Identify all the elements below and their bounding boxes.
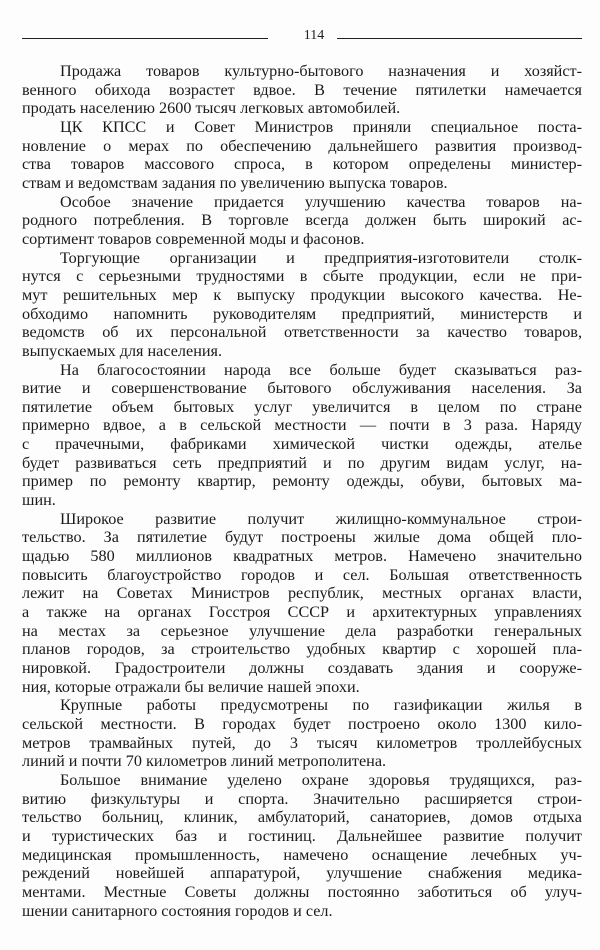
text-line: пятилетие объем бытовых услуг увеличится в целом по стране <box>22 397 582 416</box>
page-header <box>22 26 582 50</box>
text-line: ведомств об их персональной ответственности за качество товаров, <box>22 323 582 342</box>
text-line: на местах за серьезное улучшение дела разработки генеральных <box>22 621 582 640</box>
text-line: Крупные работы предусмотрены по газификации жилья в <box>60 696 582 715</box>
text-line: шении санитарного состояния городов и сел. <box>22 901 333 920</box>
text-line: венного обихода возрастет вдвое. В течение пятилетки намечается <box>22 80 582 99</box>
text-line: реждений новейшей аппаратурой, улучшение снабжения медика- <box>22 864 582 883</box>
text-line: родного потребления. В торговле всегда должен быть широкий ас- <box>22 211 582 230</box>
text-line: щадью 580 миллионов квадратных метров. Намечено значительно <box>22 547 582 566</box>
text-line: ЦК КПСС и Совет Министров приняли специальное поста- <box>60 117 582 136</box>
text-line: обходимо напомнить руководителям предприятий, министерств и <box>22 304 582 323</box>
text-line: сельской местности. В городах будет построено около 1300 кило- <box>22 714 582 733</box>
text-line: примерно вдвое, а в сельской местности — почти в 3 раза. Наряду <box>22 416 582 435</box>
text-line: линий и почти 70 километров линий метрополитена. <box>22 752 387 771</box>
text-line: с прачечными, фабриками химической чистки одежды, ателье <box>22 435 582 454</box>
text-line: мут решительных мер к выпуску продукции высокого качества. Не- <box>22 285 582 304</box>
text-line: Торгующие организации и предприятия-изготовители столк- <box>60 248 582 267</box>
text-line: На благосостоянии народа все больше будет сказываться раз- <box>60 360 582 379</box>
text-line: метров трамвайных путей, до 3 тысяч километров троллейбусных <box>22 733 582 752</box>
text-line: сортимент товаров современной моды и фасонов. <box>22 229 365 248</box>
text-line: лежит на Советах Министров республик, местных органах власти, <box>22 584 582 603</box>
paragraph <box>22 510 582 697</box>
page-body <box>22 62 582 920</box>
text-line: тельство больниц, клиник, амбулаторий, санаториев, домов отдыха <box>22 808 582 827</box>
text-line: продать населению 2600 тысяч легковых автомобилей. <box>22 99 401 118</box>
text-line: нировкой. Градостроители должны создавать здания и сооруже- <box>22 659 582 677</box>
text-line: Большое внимание уделено охране здоровья трудящихся, раз- <box>60 770 582 789</box>
header-rule-left <box>22 38 268 39</box>
text-line: и туристических баз и гостиниц. Дальнейшее развитие получит <box>22 826 582 845</box>
text-line: ства товаров массового спроса, в котором определены министер- <box>22 155 582 174</box>
paragraph <box>22 193 582 249</box>
text-line: ментами. Местные Советы должны постоянно заботиться об улуч- <box>22 882 582 901</box>
paragraph <box>22 771 582 920</box>
text-line: ния, которые отражали бы величие нашей эпохи. <box>22 677 360 696</box>
paragraph <box>22 62 582 118</box>
text-line: пример по ремонту квартир, ремонту одежды, обуви, бытовых ма- <box>22 472 582 491</box>
text-line: Продажа товаров культурно-бытового назначения и хозяйст- <box>60 62 582 80</box>
paragraph <box>22 361 582 510</box>
text-line: медицинская промышленность, намечено оснащение лечебных уч- <box>22 845 582 864</box>
text-line: будет развиваться сеть предприятий и по другим видам услуг, на- <box>22 453 582 472</box>
text-line: ствам и ведомствам задания по увеличению выпуска товаров. <box>22 173 448 192</box>
text-line: новление о мерах по обеспечению дальнейшего развития производ- <box>22 136 582 155</box>
text-line: витию физкультуры и спорта. Значительно расширяется строи- <box>22 789 582 808</box>
text-line: витие и совершенствование бытового обслуживания населения. За <box>22 379 582 398</box>
text-line: тельство. За пятилетие будут построены жилые дома общей пло- <box>22 528 582 547</box>
text-line: повысить благоустройство городов и сел. Большая ответственность <box>22 565 582 584</box>
text-line: выпускаемых для населения. <box>22 341 223 360</box>
text-line: планов городов, за строительство удобных квартир с хорошей пла- <box>22 640 582 659</box>
text-line: Широкое развитие получит жилищно-коммунальное строи- <box>60 509 582 528</box>
text-line: шин. <box>22 491 56 510</box>
paragraph <box>22 249 582 361</box>
paragraph <box>22 696 582 771</box>
text-line: а также на органах Госстроя СССР и архитектурных управлениях <box>22 603 582 622</box>
header-rule-right <box>337 38 582 39</box>
text-line: Особое значение придается улучшению качества товаров на- <box>60 192 582 211</box>
text-line: нутся с серьезными трудностями в сбыте продукции, если не при- <box>22 267 582 286</box>
paragraph <box>22 118 582 193</box>
page-number: 114 <box>303 28 325 43</box>
